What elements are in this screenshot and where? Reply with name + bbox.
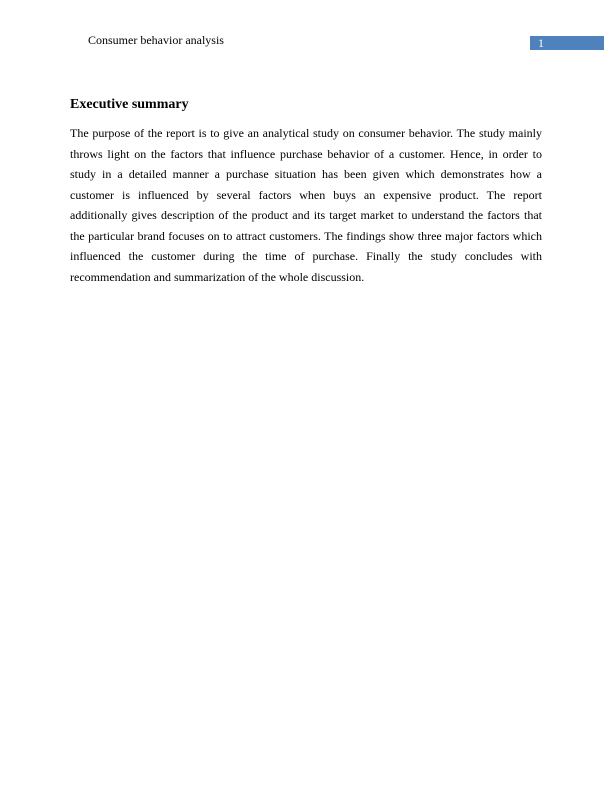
running-header-title: Consumer behavior analysis [88,33,224,47]
page-number-bar [530,36,604,50]
page-number: 1 [538,36,544,50]
body-paragraph: The purpose of the report is to give an analytical study on consumer behavior. The study mainly throws light on the factors that influence purchase behavior of a customer. Hence, in order to study in a detailed manner a purchase situation has been given which demonstrates how a customer is influenced by several factors when buys an expensive product. The report additionally gives description of the product and its target market to understand the factors that the particular brand focuses on to attract customers. The findings show three major factors which influenced the customer during the time of purchase. Finally the study concludes with recommendation and summarization of the whole discussion. [70,126,542,284]
section-heading: Executive summary [70,97,189,112]
